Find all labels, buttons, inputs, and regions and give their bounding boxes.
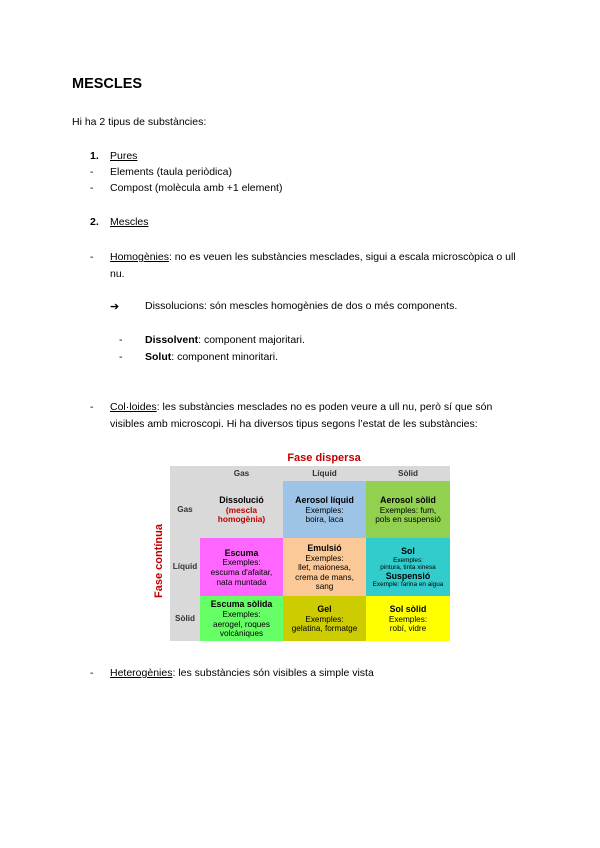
cell-line: Exemples: [222,609,261,619]
row-header-liquid: Líquid [170,538,200,596]
colloid-table [150,451,450,643]
cell-line: Exemples: [305,505,344,515]
heterogenies-paragraph [110,667,374,679]
cell-line: homogènia) [217,514,266,525]
cell-escuma-solida [200,596,283,641]
cell-line: gelatina, formatge [291,624,358,634]
homogenies-text: : no es veuen les substàncies mesclades, sigui a escala microscòpica o ull [168,251,516,263]
fase-continua-label [150,481,170,641]
solut-term: Solut [145,351,172,363]
bullet-dash: - [90,667,94,679]
cell-gel [283,596,366,641]
cell-title: Sol sòlid [389,604,427,615]
colloides-text-line2: visibles amb microscopi. Hi ha diversos tipus segons l’estat de les substàncies: [110,418,478,430]
solut-text: : component minoritari. [171,351,279,363]
heterogenies-term: Heterogènies [110,667,173,679]
bullet-dash: - [119,334,123,346]
cell-line: Exemples: [305,553,344,563]
bullet-dash: - [90,401,94,413]
bullet-dash: - [119,351,123,363]
cell-line: Exemples: [393,556,423,564]
dissolucions-text: Dissolucions: són mescles homogènies de dos o més components. [145,300,458,312]
fase-continua-text: Fase contínua [153,524,166,598]
cell-line: sang [315,582,334,592]
cell-aerosol-liquid [283,481,366,538]
cell-title: Aerosol sòlid [380,495,436,506]
pures-item-compost: Compost (molècula amb +1 element) [110,182,283,194]
mescles-heading: Mescles [110,216,149,228]
col-header-solid: Sòlid [366,466,450,481]
cell-aerosol-solid [366,481,450,538]
cell-line: Exemples: [222,558,261,568]
row-header-solid: Sòlid [170,596,200,641]
col-header-gas: Gas [200,466,283,481]
colloides-term: Col·loides [110,401,157,413]
cell-line: Exemples: fum, [379,505,437,515]
solut-item [145,351,278,363]
homogenies-term: Homogènies [110,251,169,263]
bullet-dash: - [90,251,94,263]
cell-line: Exemples: [305,614,344,624]
bullet-dash: - [90,182,94,194]
cell-line: escuma d'afaitar, [210,568,273,577]
cell-line: aerogel, roques [213,619,270,629]
cell-line: volcàniques [219,629,264,639]
fase-dispersa-label [150,451,450,465]
page-title: MESCLES [72,76,143,92]
fase-dispersa-text: Fase dispersa [287,452,361,464]
cell-title: Aerosol líquid [295,495,354,506]
pures-item-elements: Elements (taula periòdica) [110,166,232,178]
cell-line: robí, vidre [389,624,427,634]
cell-title: Emulsió [307,543,342,554]
homogenies-text-line2: nu. [110,268,125,280]
dissolvent-term: Dissolvent [145,334,199,346]
bullet-dash: - [90,166,94,178]
cell-title: Gel [317,604,332,615]
list-number-1: 1. [90,150,99,162]
colloides-text: : les substàncies mesclades no es poden veure a ull nu, però sí que són [156,401,493,413]
cell-emulsio [283,538,366,596]
homogenies-paragraph [110,251,516,263]
cell-line: nata muntada [216,577,267,587]
dissolvent-text: : component majoritari. [198,334,305,346]
cell-escuma [200,538,283,596]
arrow-icon: ➔ [110,301,120,313]
cell-sol-solid [366,596,450,641]
cell-title: Escuma sòlida [210,599,273,610]
intro-text: Hi ha 2 tipus de substàncies: [72,116,207,128]
cell-line: pintura, tinta xinesa [380,564,436,572]
heterogenies-text: : les substàncies són visibles a simple vista [172,667,374,679]
cell-line: crema de mans, [295,572,354,582]
cell-sol-suspensio [366,538,450,596]
cell-line: llet, maionesa, [298,563,351,573]
cell-line: Exemples: [388,614,428,624]
cell-title: Escuma [224,547,259,558]
cell-dissolucio [200,481,283,538]
dissolvent-item [145,334,305,346]
cell-line: Exemple: farina en aigua [372,581,444,589]
cell-title-2: Suspensió [385,570,431,581]
cell-title: Sol [401,546,415,557]
pures-heading: Pures [110,150,138,162]
list-number-2: 2. [90,216,99,228]
cell-line: (mescla [225,504,258,515]
col-header-liquid: Líquid [283,466,366,481]
colloides-paragraph [110,401,492,413]
cell-line: pols en suspensió [375,515,441,525]
row-header-gas: Gas [170,481,200,538]
cell-line: boira, laca [305,515,344,525]
cell-title: Dissolució [219,495,264,506]
